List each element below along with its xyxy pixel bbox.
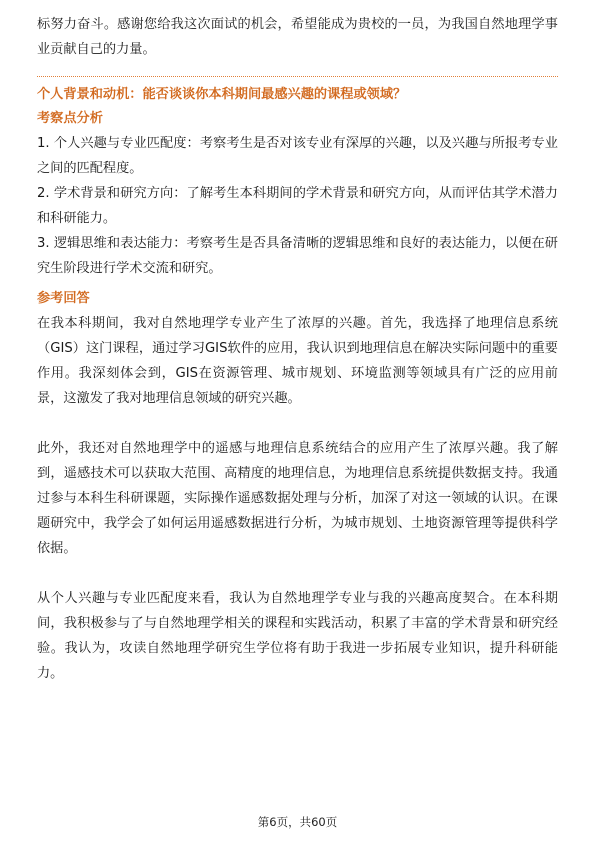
answer-paragraph: 从个人兴趣与专业匹配度来看，我认为自然地理学专业与我的兴趣高度契合。在本科期间，我积极参与了与自然地理学相关的课程和实践活动，积累了丰富的学术背景和研究经验。我认为，攻读自然地理学研究生学位将有助于我进一步拓展专业知识，提升科研能力。 — [37, 591, 558, 681]
analysis-heading: 考察点分析 — [37, 111, 103, 126]
question-title: 个人背景和动机：能否谈谈你本科期间最感兴趣的课程或领域？ — [37, 87, 407, 102]
answer-heading: 参考回答 — [37, 291, 90, 306]
analysis-list — [37, 131, 558, 281]
analysis-item: 3. 逻辑思维和表达能力：考察考生是否具备清晰的逻辑思维和良好的表达能力，以便在研究生阶段进行学术交流和研究。 — [37, 236, 558, 276]
section-divider — [37, 76, 558, 77]
analysis-item: 1. 个人兴趣与专业匹配度：考察考生是否对该专业有深厚的兴趣，以及兴趣与所报考专业之间的匹配程度。 — [37, 136, 558, 176]
analysis-item: 2. 学术背景和研究方向：了解考生本科期间的学术背景和研究方向，从而评估其学术潜力和科研能力。 — [37, 186, 558, 226]
answer-paragraph: 在我本科期间，我对自然地理学专业产生了浓厚的兴趣。首先，我选择了地理信息系统（GIS）这门课程，通过学习GIS软件的应用，我认识到地理信息在解决实际问题中的重要作用。我深刻体会到，GIS在资源管理、城市规划、环境监测等领域具有广泛的应用前景，这激发了我对地理信息领域的研究兴趣。 — [37, 316, 558, 406]
answer-paragraph: 此外，我还对自然地理学中的遥感与地理信息系统结合的应用产生了浓厚兴趣。我了解到，遥感技术可以获取大范围、高精度的地理信息，为地理信息系统提供数据支持。我通过参与本科生科研课题，实际操作遥感数据处理与分析，加深了对这一领域的认识。在课题研究中，我学会了如何运用遥感数据进行分析，为城市规划、土地资源管理等提供科学依据。 — [37, 441, 558, 556]
document-page — [37, 12, 558, 686]
page-number: 第6页，共60页 — [257, 815, 338, 829]
intro-paragraph: 标努力奋斗。感谢您给我这次面试的机会，希望能成为贵校的一员，为我国自然地理学事业贡献自己的力量。 — [37, 17, 558, 57]
